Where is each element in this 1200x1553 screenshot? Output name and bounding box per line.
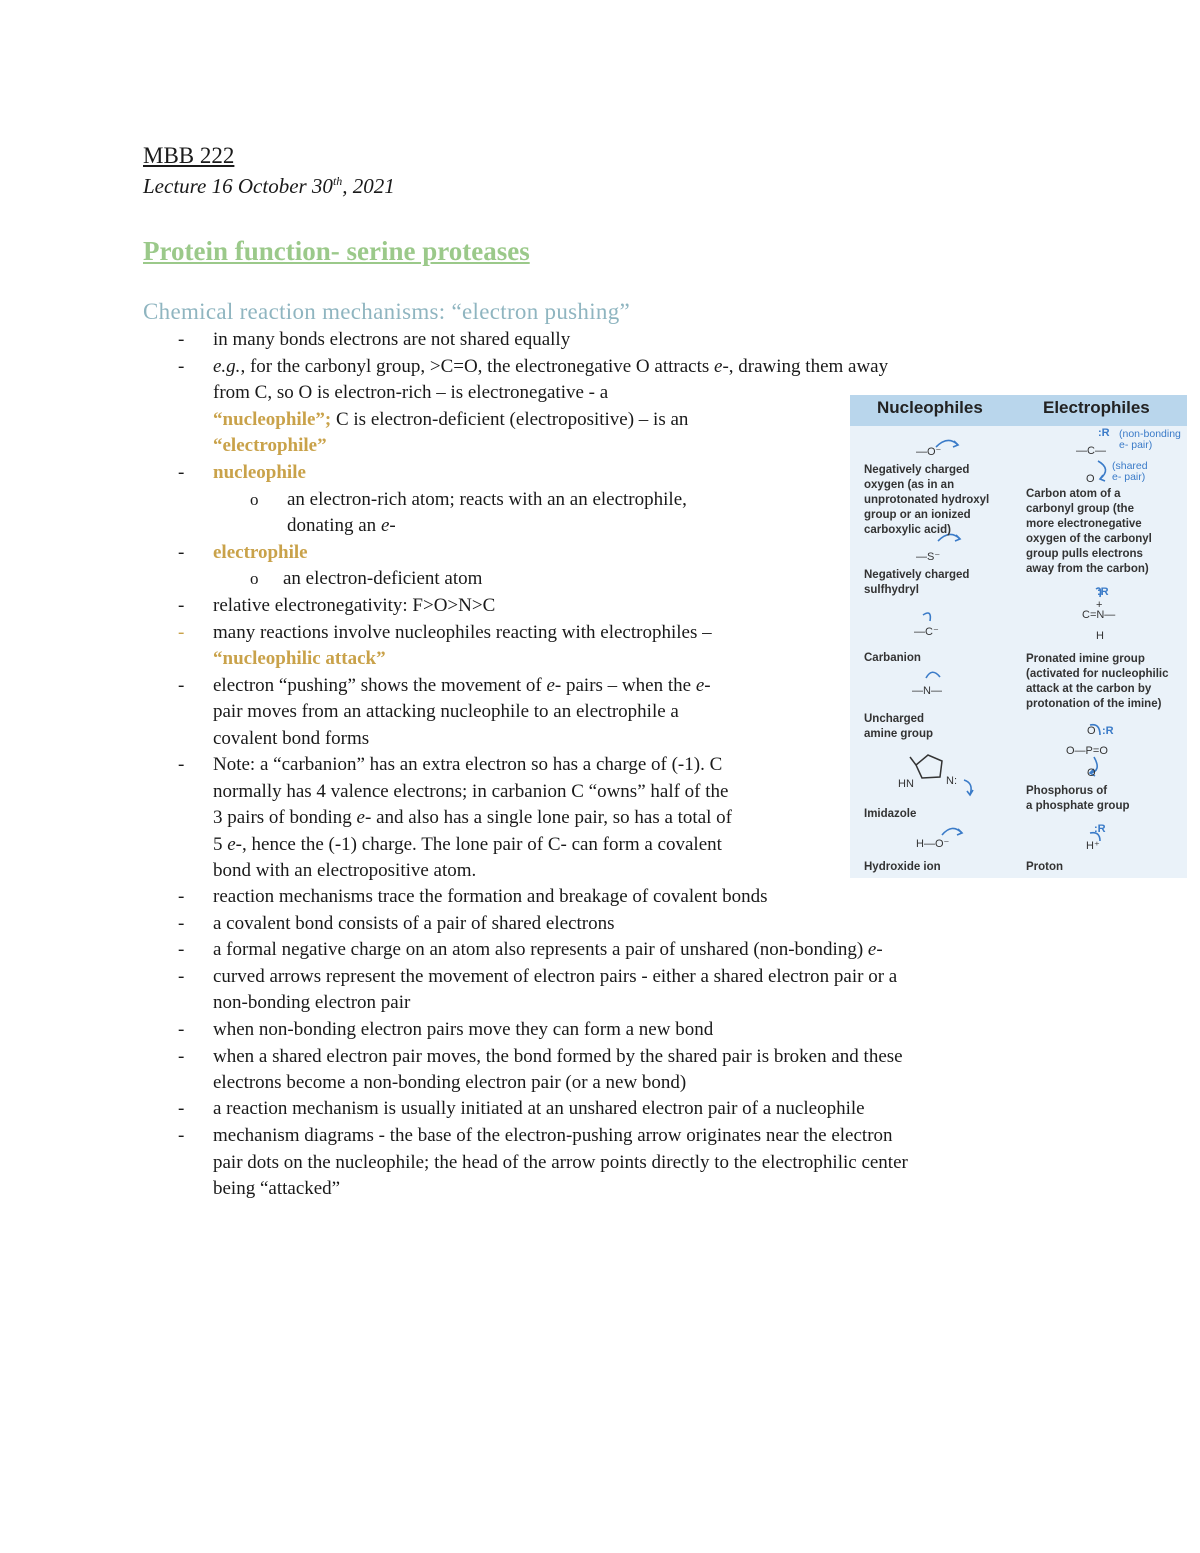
electrophile-label: Proton	[1026, 861, 1064, 873]
list-item-cont: “electrophile”	[213, 435, 327, 456]
bullet-marker: -	[178, 754, 185, 775]
list-item: many reactions involve nucleophiles reacting with electrophiles –	[213, 622, 712, 643]
bullet-marker: -	[178, 966, 185, 987]
shared-note: (shared e- pair)	[1112, 460, 1148, 483]
oxygen-anion-structure: —O⁻	[916, 446, 942, 458]
sub-marker: o	[250, 490, 259, 509]
bullet-marker: -	[178, 886, 185, 907]
list-item: reaction mechanisms trace the formation and breakage of covalent bonds	[213, 886, 768, 907]
imine-structure: C=N—	[1082, 609, 1116, 621]
bullet-marker: -	[178, 462, 185, 483]
list-item: when non-bonding electron pairs move they can form a new bond	[213, 1019, 714, 1040]
list-item-cont: non-bonding electron pair	[213, 992, 411, 1013]
list-item-cont: pair moves from an attacking nucleophile to an electrophile a	[213, 701, 679, 722]
nucleophile-label: Carbanion	[864, 652, 921, 664]
bullet-marker: -	[178, 356, 185, 377]
list-item-cont: from C, so O is electron-rich – is electronegative - a	[213, 382, 609, 403]
list-item: a reaction mechanism is usually initiated at an unshared electron pair of a nucleophile	[213, 1098, 865, 1119]
imine-plus: +	[1096, 599, 1103, 611]
list-item-cont: pair dots on the nucleophile; the head of the arrow points directly to the electrophilic center	[213, 1152, 908, 1173]
bullet-marker: -	[178, 329, 185, 350]
section-heading: Chemical reaction mechanisms: “electron pushing”	[143, 299, 631, 324]
bullet-marker: -	[178, 622, 185, 643]
phosphate-top-o: O	[1087, 725, 1096, 737]
carbonyl-oxygen: O	[1086, 473, 1095, 485]
list-item: electron “pushing” shows the movement of e- pairs – when the e-	[213, 675, 711, 696]
list-item-cont: normally has 4 valence electrons; in carbanion C “owns” half of the	[213, 781, 729, 802]
electrophile-label: Carbon atom of a carbonyl group (the more electronegative oxygen of the carbonyl group pulls electrons away from the carbon)	[1026, 488, 1152, 575]
sub-marker: o	[250, 569, 259, 588]
page-title: Protein function- serine proteases	[143, 236, 530, 266]
r-group-label: :R	[1098, 427, 1110, 439]
list-item-cont: electrons become a non-bonding electron pair (or a new bond)	[213, 1072, 687, 1093]
nucleophile-label: Negatively charged oxygen (as in an unprotonated hydroxyl group or an ionized carboxylic acid)	[864, 464, 990, 536]
bullet-marker: -	[178, 675, 185, 696]
imine-hydrogen: H	[1096, 630, 1104, 642]
electrophile-label: Phosphorus of a phosphate group	[1026, 785, 1130, 812]
carbanion-structure: —C⁻	[914, 626, 939, 638]
list-item: curved arrows represent the movement of electron pairs - either a shared electron pair or a	[213, 966, 898, 987]
bullet-marker: -	[178, 1125, 185, 1146]
bullet-marker: -	[178, 939, 185, 960]
bullet-marker: -	[178, 1019, 185, 1040]
bullet-marker: -	[178, 1098, 185, 1119]
bullet-marker: -	[178, 595, 185, 616]
list-item-cont: bond with an electropositive atom.	[213, 860, 477, 881]
nucleophiles-heading: Nucleophiles	[877, 398, 983, 417]
list-item: a formal negative charge on an atom also represents a pair of unshared (non-bonding) e-	[213, 939, 883, 960]
amine-structure: —N—	[912, 685, 942, 697]
nucleophile-label: Hydroxide ion	[864, 861, 941, 873]
lecture-date: Lecture 16 October 30th, 2021	[143, 174, 395, 198]
non-bonding-note: (non-bonding e- pair)	[1119, 428, 1181, 451]
nucleophile-electrophile-figure	[850, 395, 1187, 878]
term-nucleophile: nucleophile	[213, 462, 306, 483]
r-group-label: :R	[1102, 725, 1114, 737]
nucleophile-label: Imidazole	[864, 808, 917, 820]
list-item: e.g., for the carbonyl group, >C=O, the electronegative O attracts e-, drawing them away	[213, 356, 889, 377]
list-item: mechanism diagrams - the base of the electron-pushing arrow originates near the electron	[213, 1125, 893, 1146]
list-item: in many bonds electrons are not shared equally	[213, 329, 571, 350]
bullet-marker: -	[178, 1046, 185, 1067]
imidazole-hn: HN	[898, 778, 914, 790]
bullet-marker: -	[178, 913, 185, 934]
term-electrophile: electrophile	[213, 542, 308, 563]
electrophile-label: Pronated imine group (activated for nucleophilic attack at the carbon by protonation of the imine)	[1026, 653, 1169, 710]
hydroxide-structure: H—O⁻	[916, 838, 950, 850]
list-item: a covalent bond consists of a pair of shared electrons	[213, 913, 615, 934]
list-item: when a shared electron pair moves, the bond formed by the shared pair is broken and these	[213, 1046, 903, 1067]
imidazole-n: N:	[946, 775, 957, 787]
sub-item: an electron-deficient atom	[283, 568, 483, 589]
list-item-cont: covalent bond forms	[213, 728, 370, 749]
list-item-cont: being “attacked”	[213, 1178, 341, 1199]
list-item-cont: 3 pairs of bonding e- and also has a single lone pair, so has a total of	[213, 807, 732, 828]
course-code: MBB 222	[143, 143, 235, 168]
r-group-label: :R	[1094, 823, 1106, 835]
bullet-marker: -	[178, 542, 185, 563]
carbonyl-carbon: —C—	[1076, 445, 1106, 457]
proton-structure: H⁺	[1086, 840, 1100, 852]
list-item: relative electronegativity: F>O>N>C	[213, 595, 496, 616]
phosphate-structure: O—P=O	[1066, 745, 1108, 757]
sub-item-cont: donating an e-	[287, 515, 396, 536]
phosphate-bottom-o: O	[1087, 767, 1096, 779]
r-group-label: :R	[1097, 586, 1109, 598]
electrophiles-heading: Electrophiles	[1043, 398, 1150, 417]
list-item: Note: a “carbanion” has an extra electron so has a charge of (-1). C	[213, 754, 723, 775]
sub-item: an electron-rich atom; reacts with an an electrophile,	[287, 489, 687, 510]
nucleophile-label: Uncharged amine group	[864, 713, 934, 740]
nucleophile-label: Negatively charged sulfhydryl	[864, 569, 970, 596]
list-item-cont: “nucleophilic attack”	[213, 648, 386, 669]
list-item-cont: 5 e-, hence the (-1) charge. The lone pair of C- can form a covalent	[213, 834, 722, 855]
sulfhydryl-structure: —S⁻	[916, 551, 941, 563]
list-item-cont: “nucleophile”; C is electron-deficient (electropositive) – is an	[213, 409, 689, 430]
